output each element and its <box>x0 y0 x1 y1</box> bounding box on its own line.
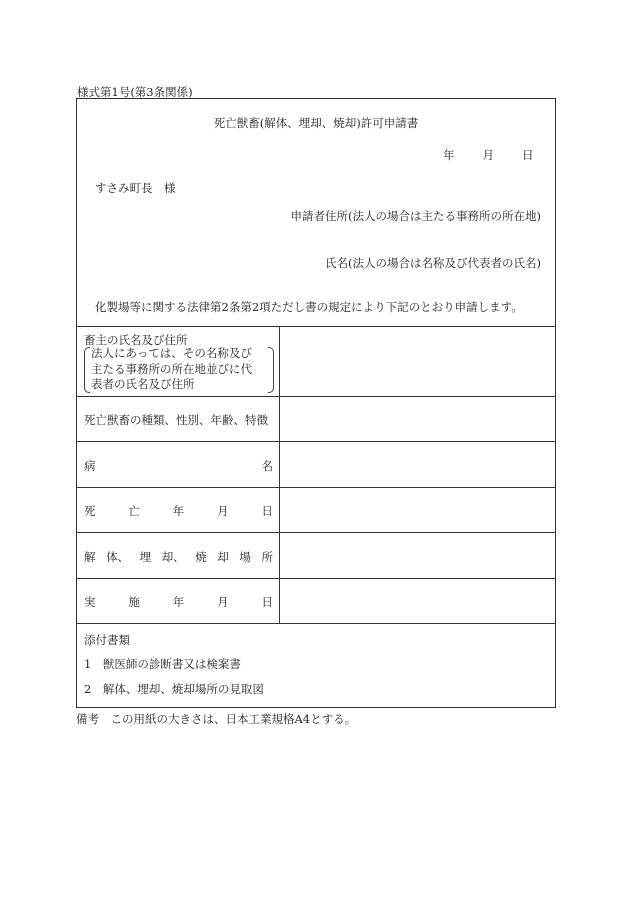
remarks: 備考 この用紙の大きさは、日本工業規格A4とする。 <box>76 712 357 726</box>
form-number: 様式第1号(第3条関係) <box>77 85 193 99</box>
day-label: 日 <box>522 148 534 162</box>
attachments-heading: 添付書類 <box>84 633 130 647</box>
implementation-date-label-cell <box>77 579 280 624</box>
date-line <box>443 147 534 163</box>
animal-label: 死亡獣畜の種類、性別、年齢、特徴 <box>84 413 268 427</box>
year-label: 年 <box>443 148 455 162</box>
disposal-place-label: 解 体、 埋 却、 焼 却 場 所 <box>84 550 273 564</box>
applicant-address-label: 申請者住所(法人の場合は主たる事務所の所在地) <box>290 209 541 223</box>
disposal-place-row <box>77 532 555 579</box>
animal-label-cell <box>77 397 280 442</box>
application-form <box>76 98 556 708</box>
owner-note-line: 表者の氏名及び住所 <box>91 377 195 391</box>
owner-note-line: 法人にあっては、その名称及び <box>91 346 252 360</box>
form-title: 死亡獣畜(解体、埋却、焼却)許可申請書 <box>213 116 419 130</box>
applicant-name-label: 氏名(法人の場合は名称及び代表者の氏名) <box>325 256 541 270</box>
addressee: すさみ町長 様 <box>95 181 176 195</box>
attachment-item: 1 獣医師の診断書又は検案書 <box>84 657 241 671</box>
attachment-item: 2 解体、埋却、焼却場所の見取図 <box>84 682 264 696</box>
owner-label: 畜主の氏名及び住所 <box>84 333 188 347</box>
disposal-place-label-cell <box>77 533 280 579</box>
owner-note-line: 主たる事務所の所在地並びに代 <box>91 361 252 376</box>
disease-label-cell <box>77 442 280 488</box>
disease-label: 病 名 <box>84 459 273 473</box>
implementation-date-label: 実 施 年 月 日 <box>84 595 273 609</box>
disease-row <box>77 441 555 488</box>
application-statement: 化製場等に関する法律第2条第2項ただし書の規定により下記のとおり申請します。 <box>95 300 523 314</box>
death-date-label: 死 亡 年 月 日 <box>84 504 273 518</box>
owner-note <box>84 347 274 393</box>
month-label: 月 <box>482 148 494 162</box>
animal-row <box>77 396 555 442</box>
death-date-row <box>77 487 555 533</box>
death-date-label-cell <box>77 488 280 533</box>
implementation-date-row <box>77 578 555 624</box>
attachments-section <box>77 623 555 709</box>
owner-row <box>77 326 555 397</box>
owner-label-cell <box>77 327 280 397</box>
